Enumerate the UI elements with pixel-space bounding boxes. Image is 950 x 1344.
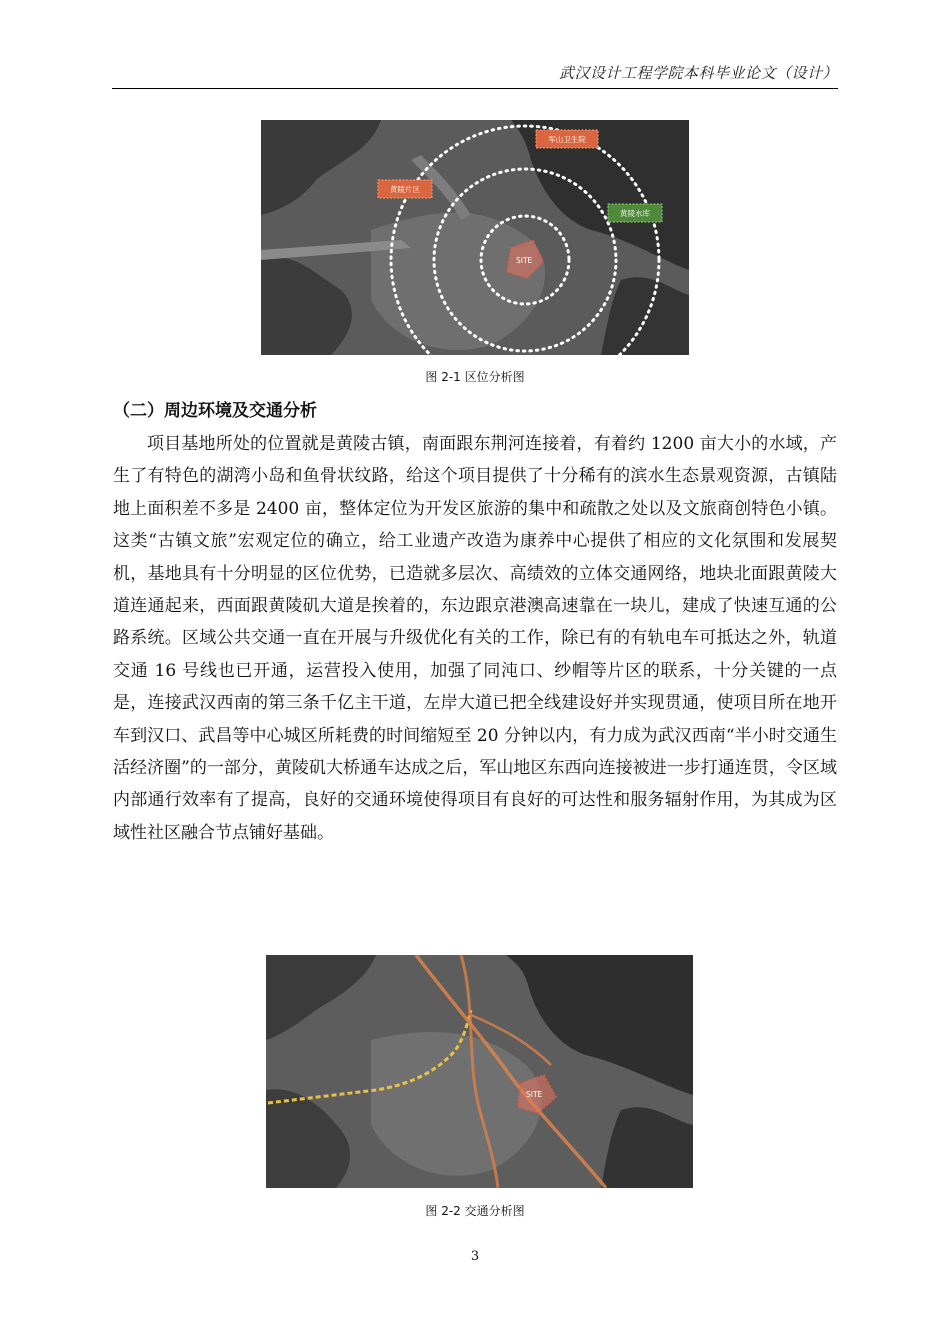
header-title: 武汉设计工程学院本科毕业论文（设计） [558, 64, 838, 82]
site-label: SITE [516, 256, 533, 265]
huangling-reservoir-label: 黄陵水库 [620, 209, 650, 218]
section-heading: （二）周边环境及交通分析 [113, 401, 317, 421]
junshan-label: 军山卫生院 [548, 135, 586, 144]
traffic-analysis-map [266, 955, 693, 1188]
figure1-caption: 图 2-1 区位分析图 [425, 370, 525, 384]
traffic-map-graphic [266, 955, 693, 1188]
page-header [112, 62, 838, 89]
body-paragraph: 项目基地所处的位置就是黄陵古镇，南面跟东荆河连接着，有着约 1200 亩大小的水域，产生了有特色的湖湾小岛和鱼骨状纹路，给这个项目提供了十分稀有的滨水生态景观资源，古镇陆地上面积差不多是 2400 亩，整体定位为开发区旅游的集中和疏散之处以及文旅商创特色小镇。这类“古镇文旅”宏观定位的确立，给工业遗产改造为康养中心提供了相应的文化氛围和发展契机，基地具有十分明显的区位优势，已造就多层次、高绩效的立体交通网络，地块北面跟黄陵大道连通起来，西面跟黄陵矶大道是挨着的，东边跟京港澳高速靠在一块儿，建成了快速互通的公路系统。区域公共交通一直在开展与升级优化有关的工作，除已有的有轨电车可抵达之外，轨道交通 16 号线也已开通，运营投入使用，加强了同沌口、纱帽等片区的联系，十分关键的一点是，连接武汉西南的第三条千亿主干道，左岸大道已把全线建设好并实现贯通，使项目所在地开车到汉口、武昌等中心城区所耗费的时间缩短至 20 分钟以内，有力成为武汉西南“半小时交通生活经济圈”的一部分，黄陵矶大桥通车达成之后，军山地区东西向连接被进一步打通连贯，令区域内部通行效率有了提高，良好的交通环境使得项目有良好的可达性和服务辐射作用，为其成为区域性社区融合节点铺好基础。 [113, 434, 837, 843]
page-number: 3 [470, 1249, 480, 1264]
huangling-district-label: 黄陵片区 [390, 185, 420, 194]
site-label: SITE [526, 1090, 543, 1099]
location-analysis-map [261, 120, 689, 355]
location-map-graphic [261, 120, 689, 355]
figure2-caption: 图 2-2 交通分析图 [425, 1204, 525, 1218]
